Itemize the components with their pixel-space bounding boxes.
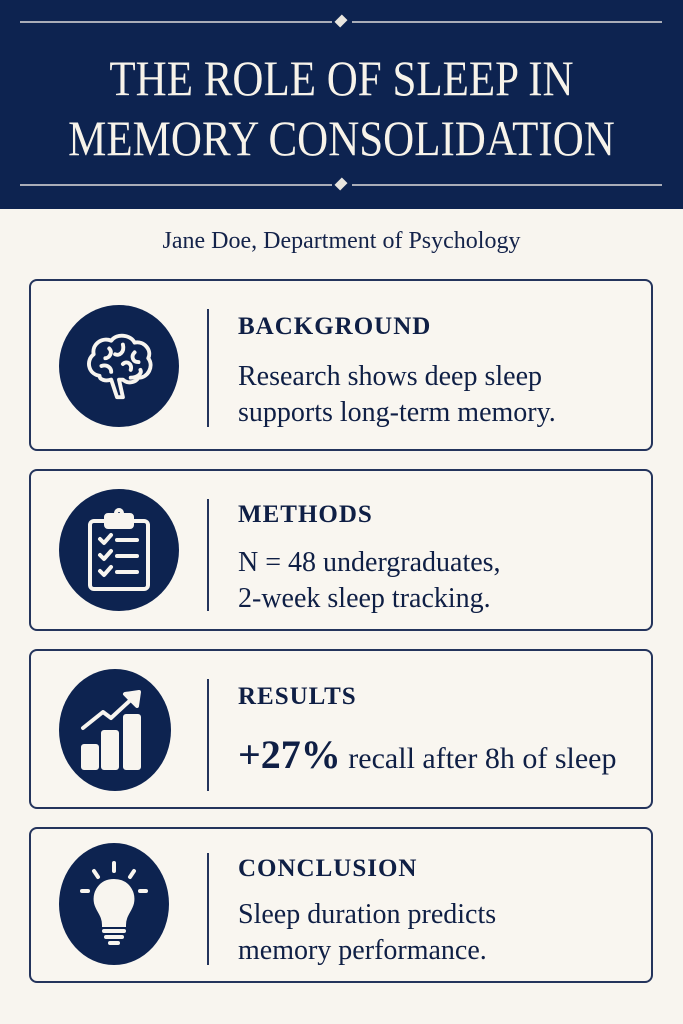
body-line: Research shows deep sleep: [238, 361, 543, 392]
section-heading: RESULTS: [238, 683, 357, 710]
bottom-ornament-rule: [20, 184, 662, 186]
section-body: [238, 545, 501, 617]
body-line: Sleep duration predicts: [238, 899, 497, 930]
body-line: memory performance.: [238, 935, 487, 966]
divider: [207, 499, 209, 611]
divider: [207, 679, 209, 791]
section-conclusion: [29, 827, 653, 983]
section-results: [29, 649, 653, 809]
lightbulb-icon: [59, 843, 169, 965]
title-line-2: MEMORY CONSOLIDATION: [68, 110, 615, 166]
brain-icon: [59, 305, 179, 427]
body-line: supports long-term memory.: [238, 397, 556, 428]
author-affiliation: Jane Doe, Department of Psychology: [162, 228, 521, 254]
section-body: [238, 897, 496, 969]
divider: [207, 853, 209, 965]
title-banner: [0, 0, 683, 209]
section-body: [238, 732, 617, 777]
result-text: recall after 8h of sleep: [340, 742, 617, 775]
clipboard-checklist-icon: [59, 489, 179, 611]
section-heading: BACKGROUND: [238, 313, 432, 340]
section-methods: [29, 469, 653, 631]
diamond-icon: [334, 14, 347, 27]
section-background: [29, 279, 653, 451]
section-body: [238, 359, 556, 431]
result-stat: +27%: [238, 732, 341, 777]
section-heading: CONCLUSION: [238, 855, 418, 882]
diamond-icon: [334, 177, 347, 190]
growth-chart-icon: [59, 669, 171, 791]
title-line-1: THE ROLE OF SLEEP IN: [109, 50, 574, 106]
body-line: N = 48 undergraduates,: [238, 547, 501, 578]
section-heading: METHODS: [238, 501, 373, 528]
body-line: 2-week sleep tracking.: [238, 583, 491, 614]
divider: [207, 309, 209, 427]
top-ornament-rule: [20, 21, 662, 23]
page-title: [48, 48, 635, 168]
